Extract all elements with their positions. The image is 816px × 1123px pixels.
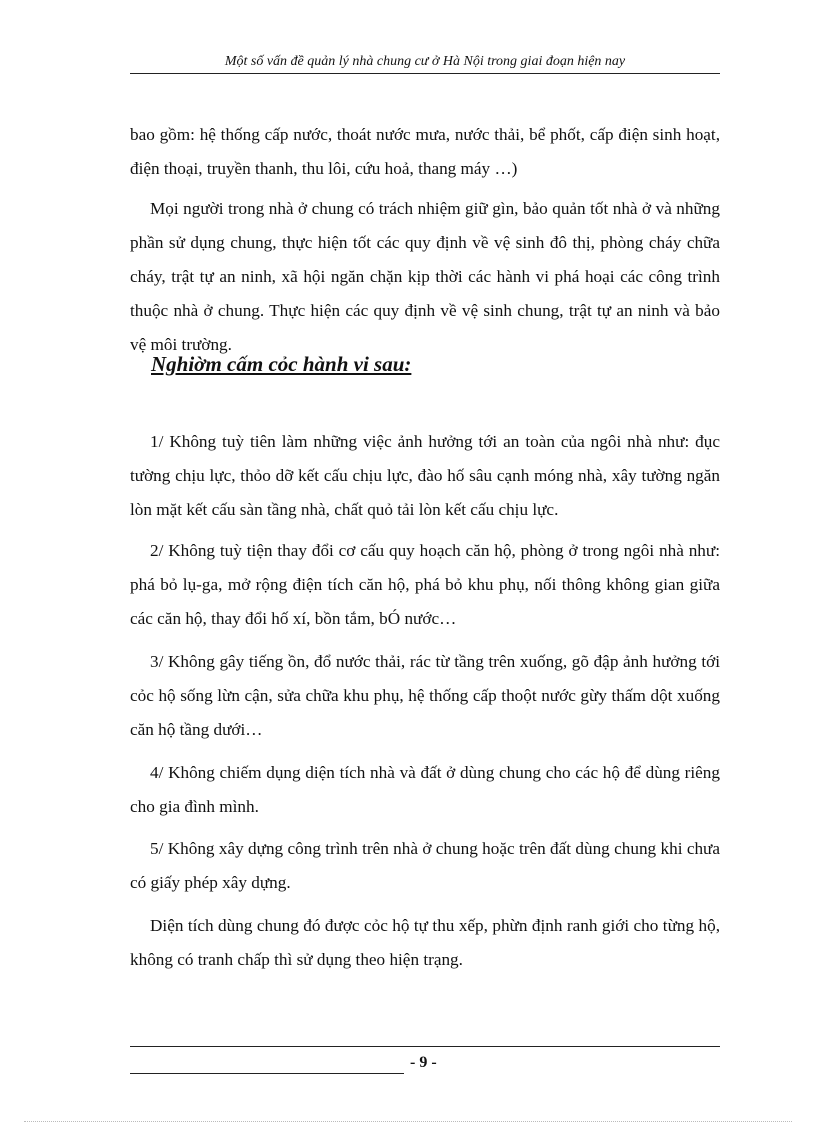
rule-1-block bbox=[130, 425, 720, 527]
page-number: - 9 - bbox=[410, 1054, 437, 1071]
rule-item: 5/ Không xây dựng công trình trên nhà ở chung hoặc trên đất dùng chung khi chưa có giấy phép xây dựng. bbox=[130, 839, 720, 892]
rule-item: 1/ Không tuỳ tiên làm những việc ảnh hưởng tới an toàn của ngôi nhà như: đục tường chịu lực, thỏo dỡ kết cấu chịu lực, đào hố sâu cạnh móng nhà, xây tường ngăn lòn mặt kết cấu sàn tầng nhà, chất quỏ tải lòn kết cấu chịu lực. bbox=[130, 432, 720, 519]
paragraph-responsibility: Mọi người trong nhà ở chung có trách nhiệm giữ gìn, bảo quản tốt nhà ở và những phần sử dụng chung, thực hiện tốt các quy định về vệ sinh đô thị, phòng cháy chữa cháy, trật tự an ninh, xã hội ngăn chặn kịp thời các hành vi phá hoại các công trình thuộc nhà ở chung. Thực hiện các quy định về vệ sinh chung, trật tự an ninh và bảo vệ môi trường. bbox=[130, 199, 720, 354]
page-edge-dots bbox=[24, 1121, 792, 1122]
rule-2-block bbox=[130, 534, 720, 636]
top-section bbox=[130, 118, 720, 186]
responsibility-section bbox=[130, 192, 720, 362]
rule-item: 4/ Không chiếm dụng diện tích nhà và đất ở dùng chung cho các hộ để dùng riêng cho gia đình mình. bbox=[130, 763, 720, 816]
rule-4-block bbox=[130, 756, 720, 824]
closing-block bbox=[130, 909, 720, 977]
rule-3-block bbox=[130, 645, 720, 747]
footer-divider bbox=[130, 1046, 720, 1047]
page-footer bbox=[130, 1052, 437, 1074]
rule-item: 3/ Không gây tiếng ồn, đổ nước thải, rác từ tầng trên xuống, gõ đập ảnh hưởng tới cỏc hộ sống lừn cận, sửa chữa khu phụ, hệ thống cấp thoột nước gừy thấm dột xuống căn hộ tầng dưới… bbox=[130, 652, 720, 739]
section-heading: Nghiờm cấm cỏc hành vi sau: bbox=[151, 352, 412, 376]
header-divider bbox=[130, 73, 720, 74]
rule-item: 2/ Không tuỳ tiện thay đổi cơ cấu quy hoạch căn hộ, phòng ở trong ngôi nhà như: phá bỏ lụ-ga, mở rộng điện tích căn hộ, phá bỏ khu phụ, nối thông không gian giữa các căn hộ, thay đổi hố xí, bồn tắm, bÓ nước… bbox=[130, 541, 720, 628]
rule-5-block bbox=[130, 832, 720, 900]
paragraph-closing: Diện tích dùng chung đó được cỏc hộ tự thu xếp, phừn định ranh giới cho từng hộ, không có tranh chấp thì sử dụng theo hiện trạng. bbox=[130, 916, 720, 969]
running-header: Một số vấn đề quản lý nhà chung cư ở Hà Nội trong giai đoạn hiện nay bbox=[224, 54, 626, 69]
paragraph-continuation: bao gồm: hệ thống cấp nước, thoát nước mưa, nước thải, bể phốt, cấp điện sinh hoạt, điện thoại, truyền thanh, thu lôi, cứu hoả, thang máy …) bbox=[130, 125, 720, 178]
footer-underline bbox=[130, 1054, 404, 1074]
